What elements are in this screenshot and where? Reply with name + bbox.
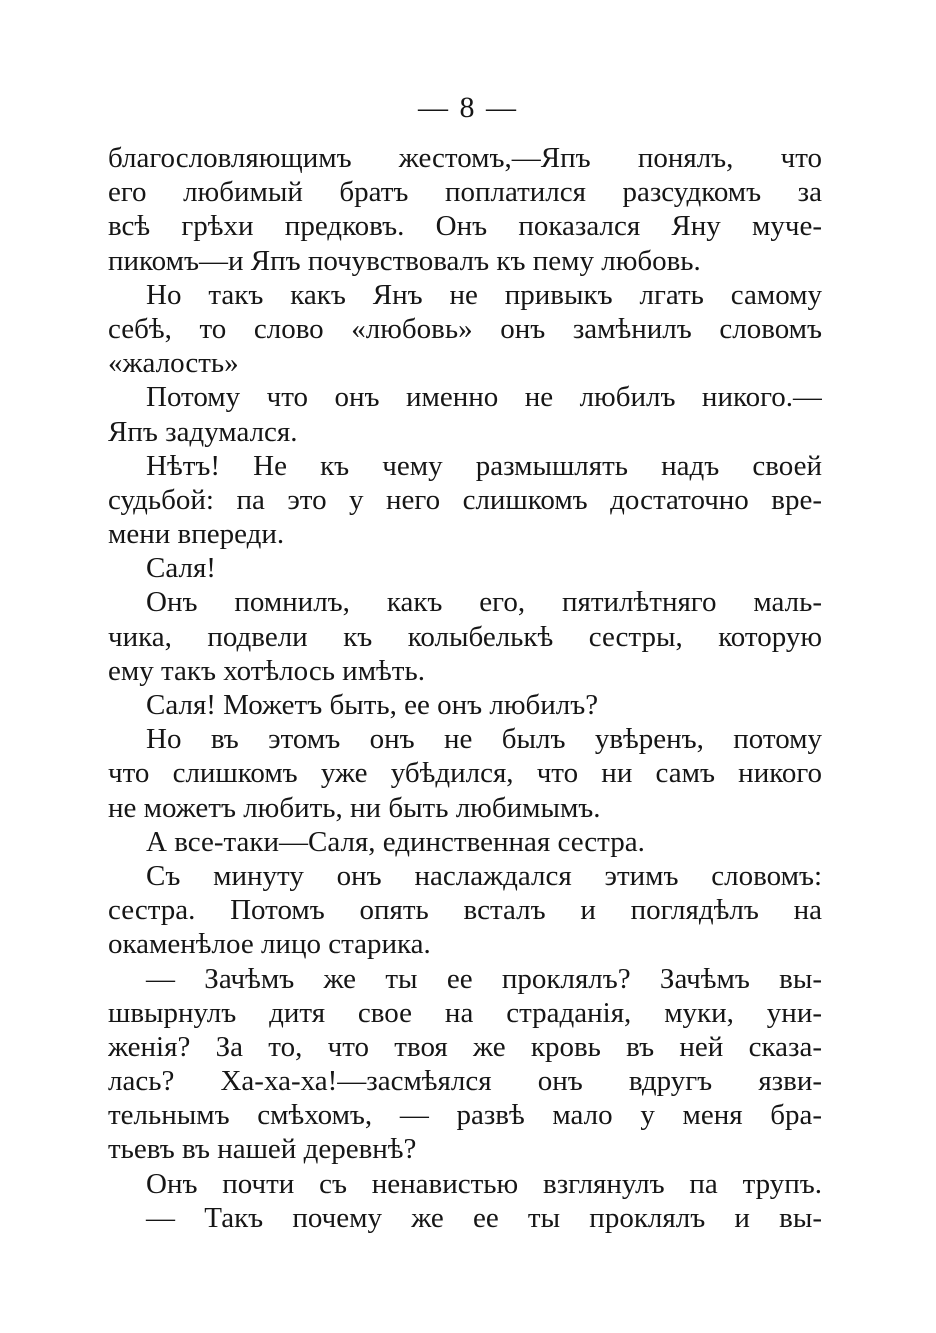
text-line: себѣ, то слово «любовь» онъ замѣнилъ словомъ (108, 312, 822, 345)
text-line: тьевъ въ нашей деревнѣ? (108, 1133, 417, 1166)
text-line: «жалость» (108, 347, 239, 380)
text-line: швырнулъ дитя свое на страданія, муки, уни- (108, 996, 822, 1029)
text-line: сестра. Потомъ опять всталъ и поглядѣлъ на (108, 894, 822, 927)
text-line: — Зачѣмъ же ты ее проклялъ? Зачѣмъ вы- (146, 962, 822, 995)
body-text (108, 141, 822, 1235)
text-line: чика, подвели къ колыбелькѣ сестры, которую (108, 620, 822, 653)
text-line: А все-таки—Саля, единственная сестра. (146, 825, 645, 858)
text-line: судьбой: па это у него слишкомъ достаточно вре- (108, 483, 822, 516)
text-line: Потому что онъ именно не любилъ никого.— (146, 381, 822, 414)
text-line: пикомъ—и Япъ почувствовалъ къ пему любовь. (108, 244, 701, 277)
text-line: лась? Ха-ха-ха!—засмѣялся онъ вдругъ язви- (108, 1065, 822, 1098)
text-line: его любимый братъ поплатился разсудкомъ за (108, 176, 822, 209)
text-line: Онъ почти съ ненавистью взглянулъ па трупъ. (146, 1167, 822, 1200)
text-line: тельнымъ смѣхомъ, — развѣ мало у меня бра- (108, 1099, 822, 1132)
page-number: — 8 — (418, 91, 518, 124)
text-line: — Такъ почему же ее ты проклялъ и вы- (146, 1201, 822, 1234)
text-line: благословляющимъ жестомъ,—Япъ понялъ, что (108, 142, 822, 174)
text-line: мени впереди. (108, 518, 285, 551)
text-line: не можетъ любить, ни быть любимымъ. (108, 791, 601, 824)
text-line: ему такъ хотѣлось имѣть. (108, 654, 425, 687)
text-line: Япъ задумался. (108, 415, 298, 448)
text-line: Но такъ какъ Янъ не привыкъ лгать самому (146, 278, 822, 311)
text-line: Съ минуту онъ наслаждался этимъ словомъ: (146, 859, 822, 892)
text-line: Саля! (146, 552, 216, 585)
text-line: Онъ помнилъ, какъ его, пятилѣтняго маль- (146, 586, 822, 619)
text-line: что слишкомъ уже убѣдился, что ни самъ никого (108, 757, 822, 790)
text-line: Но въ этомъ онъ не былъ увѣренъ, потому (146, 723, 822, 756)
text-line: всѣ грѣхи предковъ. Онъ показался Яну муче- (108, 210, 822, 243)
text-line: Нѣтъ! Не къ чему размышлять надъ своей (146, 449, 822, 482)
text-line: Саля! Можетъ быть, ее онъ любилъ? (146, 689, 599, 721)
text-line: окаменѣлое лицо старика. (108, 928, 431, 961)
text-line: женія? За то, что твоя же кровь въ ней сказа- (108, 1030, 822, 1063)
